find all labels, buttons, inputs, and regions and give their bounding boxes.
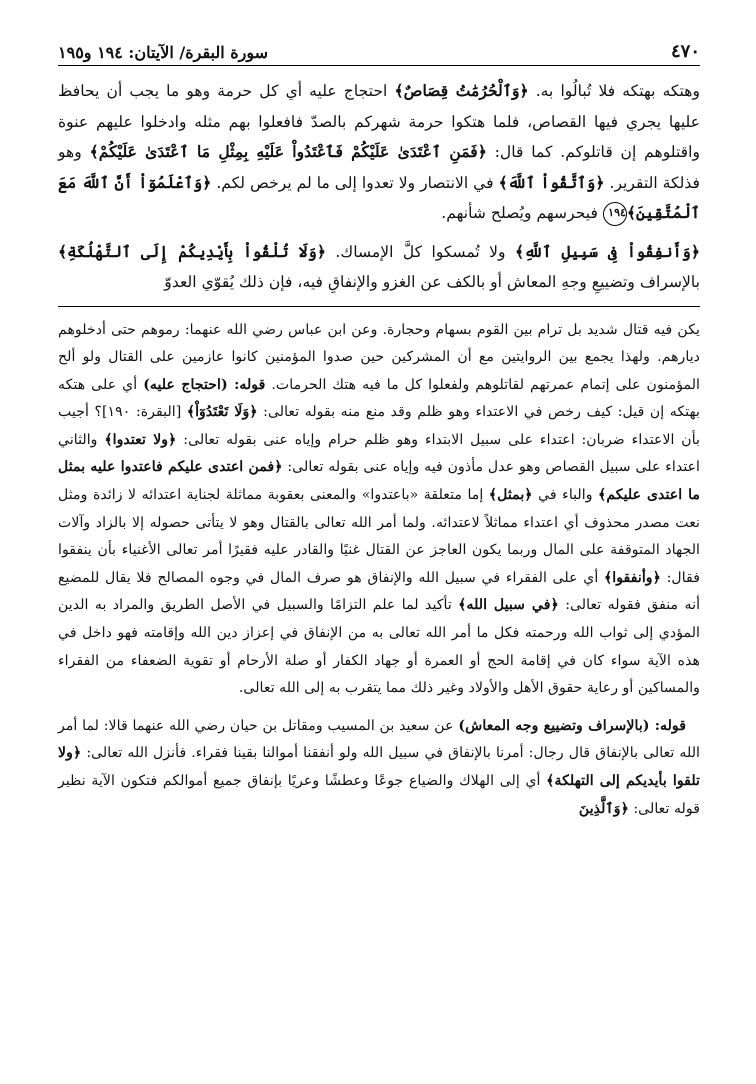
page-number: ٤٧٠ [670,41,700,62]
book-page [58,28,700,1058]
commentary-text [58,317,700,824]
quran-quote: ﴿وَٱلَّذِينَ [578,800,629,817]
surah-title: سورة البقرة/ الآيتان: ١٩٤ و١٩٥ [58,43,269,62]
quran-quote: ﴿فَمَنِ ٱعْتَدَىٰ عَلَيْكُمْ فَٱعْتَدُواْ عَلَيْهِ بِمِثْلِ مَا ٱعْتَدَىٰ عَلَيْكُمْ﴾ [89,142,487,161]
quran-quote: ﴿في سبيل الله﴾ [458,597,559,614]
quran-quote: ﴿بمثل﴾ [488,487,533,504]
text-run: فيحرسهم ويُصلح شأنهم. [441,204,603,222]
text-run: احتجاج عليه أي كل حرمة وهو ما يجب أن يحافظ عليها يجري فيها القصاص، فلما هتكوا حرمة شهركم بالصدّ فافعلوا بهم مثله وادخلوا عليهم عنوة واقتلوهم إن قاتلوكم. كما قال: [58,82,700,161]
text-run: إما متعلقة [418,487,489,504]
quran-quote: ﴿ولا تعتدوا﴾ [104,431,177,448]
text-run: تأكيد لما علم التزامًا والسبيل في الأصل الطريق والمراد به الدين المؤدي إلى ثواب الله ورحمته فكل ما أمر الله تعالى به من الإنفاق في إعزاز دين الله وإقامته فهو داخل في هذه الآية سواء كان في إقامة الحج أو العمرة أو جهاد الكفار أو صلة الأرحام أو تقوية الضعفاء من الفقراء والمساكين أو رعاية حقوق الأهل والأولاد وغير ذلك مما يتقرب به إلى الله تعالى. [58,597,700,697]
text-run: يكن فيه قتال شديد بل ترام بين القوم بسهام وحجارة. وعن ابن عباس رضي الله عنهما: رموهم حتى أدخلوهم ديارهم. ولهذا يجمع بين الروايتين مع أن المشركين حين صدوا المؤمنين كانوا عازمين على القتال ولو ألح المؤمنون على إتمام عمرتهم لقاتلوهم ولفعلوا كل ما فيه هتك الحرمات. [58,321,700,393]
text-run: «باعتدوا» [361,487,419,504]
main-tafsir-text [58,76,700,298]
quran-quote: ﴿ولا تلقوا بأيديكم إلى التهلكة﴾ [58,745,701,789]
quran-quote: ﴿فمن اعتدى عليكم فاعتدوا عليه بمثل ما اعتدى عليكم﴾ [58,459,701,504]
text-run: أي على الفقراء في سبيل الله والإنفاق هو صرف المال في وجوه المصالح فلا يقال للمضيع أنه منفق فقوله تعالى: [58,569,701,614]
ayah-number-marker: ١٩٤ [603,202,627,226]
commentary-paragraph-2 [58,713,700,823]
text-run: عن سعيد بن المسيب ومقاتل بن حيان رضي الله عنهما قالا: لما أمر الله تعالى بالإنفاق قال رجال: أمرنا بالإنفاق في سبيل الله ولو أنفقنا أموالنا بقينا فقراء. فأنزل الله تعالى: [58,717,700,762]
quran-quote: ﴿وأنفقوا﴾ [603,569,661,586]
text-run: في الانتصار ولا تعدوا إلى ما لم يرخص لكم. [211,173,499,192]
commentary-lemma: قوله: (بالإسراف وتضييع وجه المعاش) [458,717,686,734]
text-run: أي على هتكه بهتكه إن قيل: كيف رخص في الاعتداء وهو ظلم وقد منع منه بقوله تعالى: [58,376,700,421]
text-run: والباء في [532,487,599,504]
text-run: بالإسراف وتضييعِ وجهِ المعاش أو بالكف عن الغزو والإنفاقِ فيه، فإن ذلك يُقوّي العدوّ [164,273,700,291]
text-run: [البقرة: ١٩٠]؟ أجيب بأن الاعتداء ضربان: اعتداء على سبيل الابتداء وهو ظلم حرام وإياه عنى بقوله تعالى: [58,404,700,448]
quran-quote: ﴿وَٱلْحُرُمَٰتُ قِصَاصٌ﴾ [394,81,529,100]
quran-quote: ﴿وَلَا تُلْقُواْ بِأَيْدِيكُمْ إِلَى ٱلتَّهْلُكَةِ﴾ [58,241,326,261]
text-run: ولا تُمسكوا كلَّ الإمساك. [325,242,516,261]
quran-quote: ﴿وَٱعْلَمُوٓاْ أَنَّ ٱللَّهَ مَعَ ٱلْمُتَّقِينَ﴾ [58,172,700,222]
quran-quote: ﴿وَلَا تَعْتَدُوٓاْ﴾ [186,404,258,421]
quran-quote: ﴿وَٱتَّقُواْ ٱللَّهَ﴾ [498,172,605,192]
text-run: أي إلى الهلاك والضياع جوعًا وعطشًا وعريًا بإنفاق جميع أموالكم فتكون الآية نظير قوله تعالى: [58,773,700,817]
commentary-paragraph-1 [58,317,700,703]
commentary-lemma: قوله: (احتجاج عليه) [143,376,266,393]
main-paragraph-1 [58,76,700,229]
running-header [58,28,700,66]
main-paragraph-2 [58,237,700,298]
text-run: والمعنى بعقوبة مماثلة لجناية اعتدائه لا زائدة ومثل نعت مصدر محذوف أي اعتداء مماثلاً لاعتدائه. ولما أمر الله تعالى بالقتال وهو لا يتأتى حصوله إلا بالزاد وآلات الجهاد المتوقفة على المال وربما يكون العاجز عن القتال غنيًا والقادر عليه فقيرًا أمر تعالى الأغنياء بأن ينفقوا فقال: [58,487,700,586]
text-run: والثاني اعتداء على سبيل القصاص وهو عدل مأذون فيه وإياه عنى بقوله تعالى: [58,431,701,476]
text-run: وهتكه بهتكه فلا تُبالُوا به. [528,82,701,100]
text-run: وهو فذلكة التقرير. [58,143,701,192]
footnote-divider [58,306,700,307]
quran-quote: ﴿وَأَنفِقُواْ فِى سَبِيلِ ٱللَّهِ﴾ [515,241,700,261]
